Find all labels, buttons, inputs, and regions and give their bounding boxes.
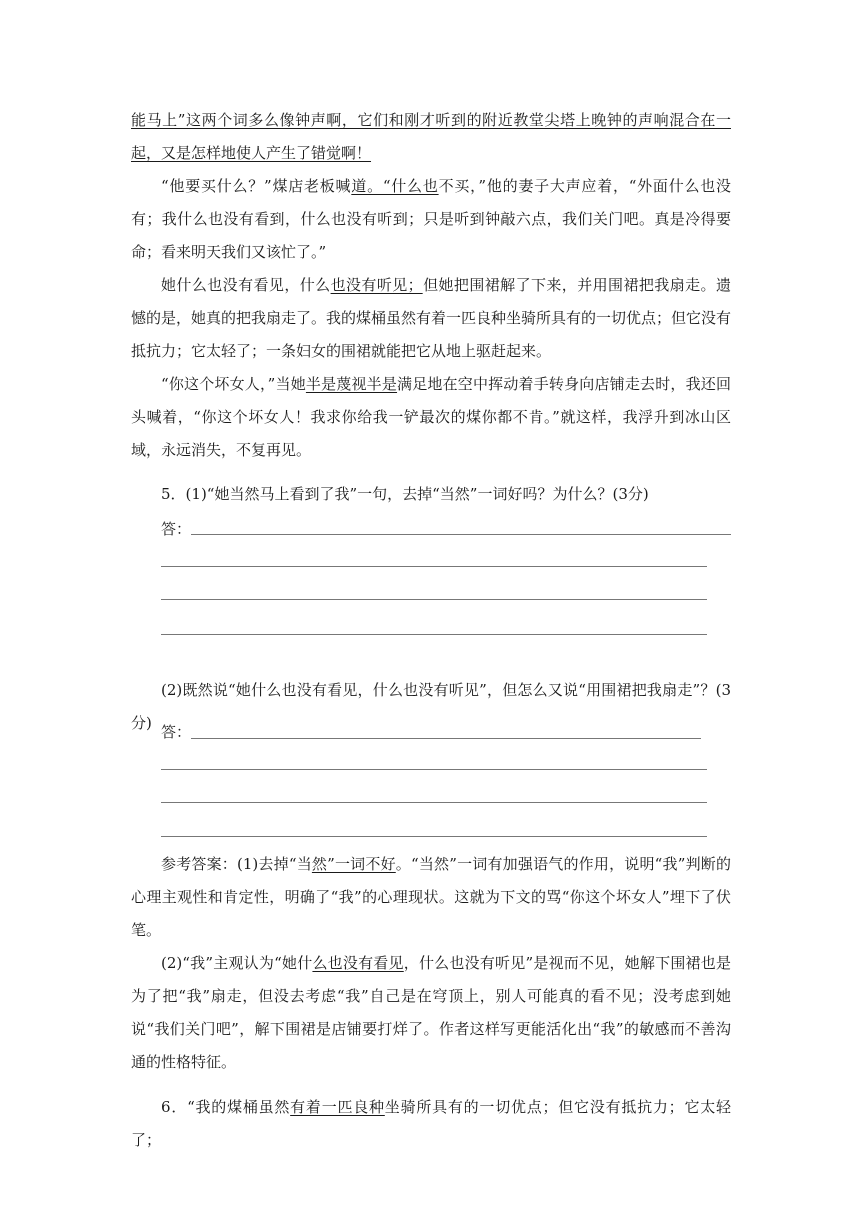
question-5-1: 5．(1)“她当然马上看到了我”一句，去掉“当然”一词好吗？为什么？(3分) (161, 485, 649, 503)
question-6 (131, 1091, 731, 1157)
answer-line[interactable] (161, 836, 707, 837)
p2-text-a: “他要买什么？”煤店老板喊 (161, 177, 352, 195)
q6-text-b: 坐骑所具有的一切优点；但它没有抵抗力；它太轻了； (131, 1098, 731, 1149)
p3-text-a: 她什么也没有看见，什么 (161, 276, 331, 294)
a1-text-underlined: 然”一词不好 (311, 855, 396, 873)
answer-line[interactable] (191, 534, 731, 535)
a1-text-b: 。“当然”一词有加强语气的作用，说明“我”判断的心理主观性和肯定性，明确了“我”的心理现状。这就为下文的骂“你这个坏女人”埋下了伏笔。 (131, 855, 731, 939)
reference-answer-2 (131, 947, 731, 1079)
answer-line[interactable] (161, 802, 707, 803)
p4-text-underlined: 半是蔑视半是 (305, 375, 398, 393)
p2-text-underlined: 道。“什么也 (351, 177, 439, 195)
passage-paragraph-2 (131, 170, 731, 269)
answer-line[interactable] (161, 769, 707, 770)
answer-line[interactable] (191, 738, 701, 739)
answer-line[interactable] (161, 566, 707, 567)
question-5-2: (2)既然说“她什么也没有看见，什么也没有听见”，但怎么又说“用围裙把我扇走”？(3分) (131, 681, 731, 732)
p4-text-b: 满足地在空中挥动着手转身向店铺走去时，我还回头喊着，“你这个坏女人！我求你给我一铲最次的煤你都不肯。”就这样，我浮升到冰山区域，永远消失，不复再见。 (131, 375, 731, 459)
answer-line[interactable] (161, 634, 707, 635)
p4-text-a: “你这个坏女人，”当她 (161, 375, 306, 393)
p3-text-underlined: 也没有听见； (330, 276, 423, 294)
a2-text-b: ，什么也没有听见”是视而不见，她解下围裙也是为了把“我”扇走，但没去考虑“我”自己是在穹顶上，别人可能真的看不见；没考虑到她说“我们关门吧”，解下围裙是店铺要打烊了。作者这样写更能活化出“我”的敏感而不善沟通的性格特征。 (131, 954, 731, 1071)
reference-answer-1 (131, 848, 731, 947)
a1-text-a: 参考答案：(1)去掉“当 (161, 855, 312, 873)
passage-paragraph-3 (131, 269, 731, 368)
a2-text-a: (2)“我”主观认为“她什 (161, 954, 313, 972)
p2-text-b: 不买，”他的妻子大声应着，“外面什么也没有；我什么也没有看到，什么也没有听到；只是听到钟敲六点，我们关门吧。真是冷得要命；看来明天我们又该忙了。” (131, 177, 732, 261)
passage-paragraph-4 (131, 368, 731, 467)
q6-text-underlined: 有着一匹良种 (290, 1098, 385, 1116)
passage-paragraph-1: 能马上”这两个词多么像钟声啊，它们和刚才听到的附近教堂尖塔上晚钟的声响混合在一起，又是怎样地使人产生了错觉啊！ (131, 111, 731, 162)
answer-label-1: 答： (161, 520, 192, 538)
a2-text-underlined: 么也没有看见 (312, 954, 404, 972)
answer-label-2: 答： (161, 723, 192, 741)
answer-line[interactable] (161, 599, 707, 600)
p3-text-b: 但她把围裙解了下来，并用围裙把我扇走。遗憾的是，她真的把我扇走了。我的煤桶虽然有着一匹良种坐骑所具有的一切优点；但它没有抵抗力；它太轻了；一条妇女的围裙就能把它从地上驱赶起来。 (131, 276, 732, 360)
q6-text-a: 6．“我的煤桶虽然 (161, 1098, 291, 1116)
